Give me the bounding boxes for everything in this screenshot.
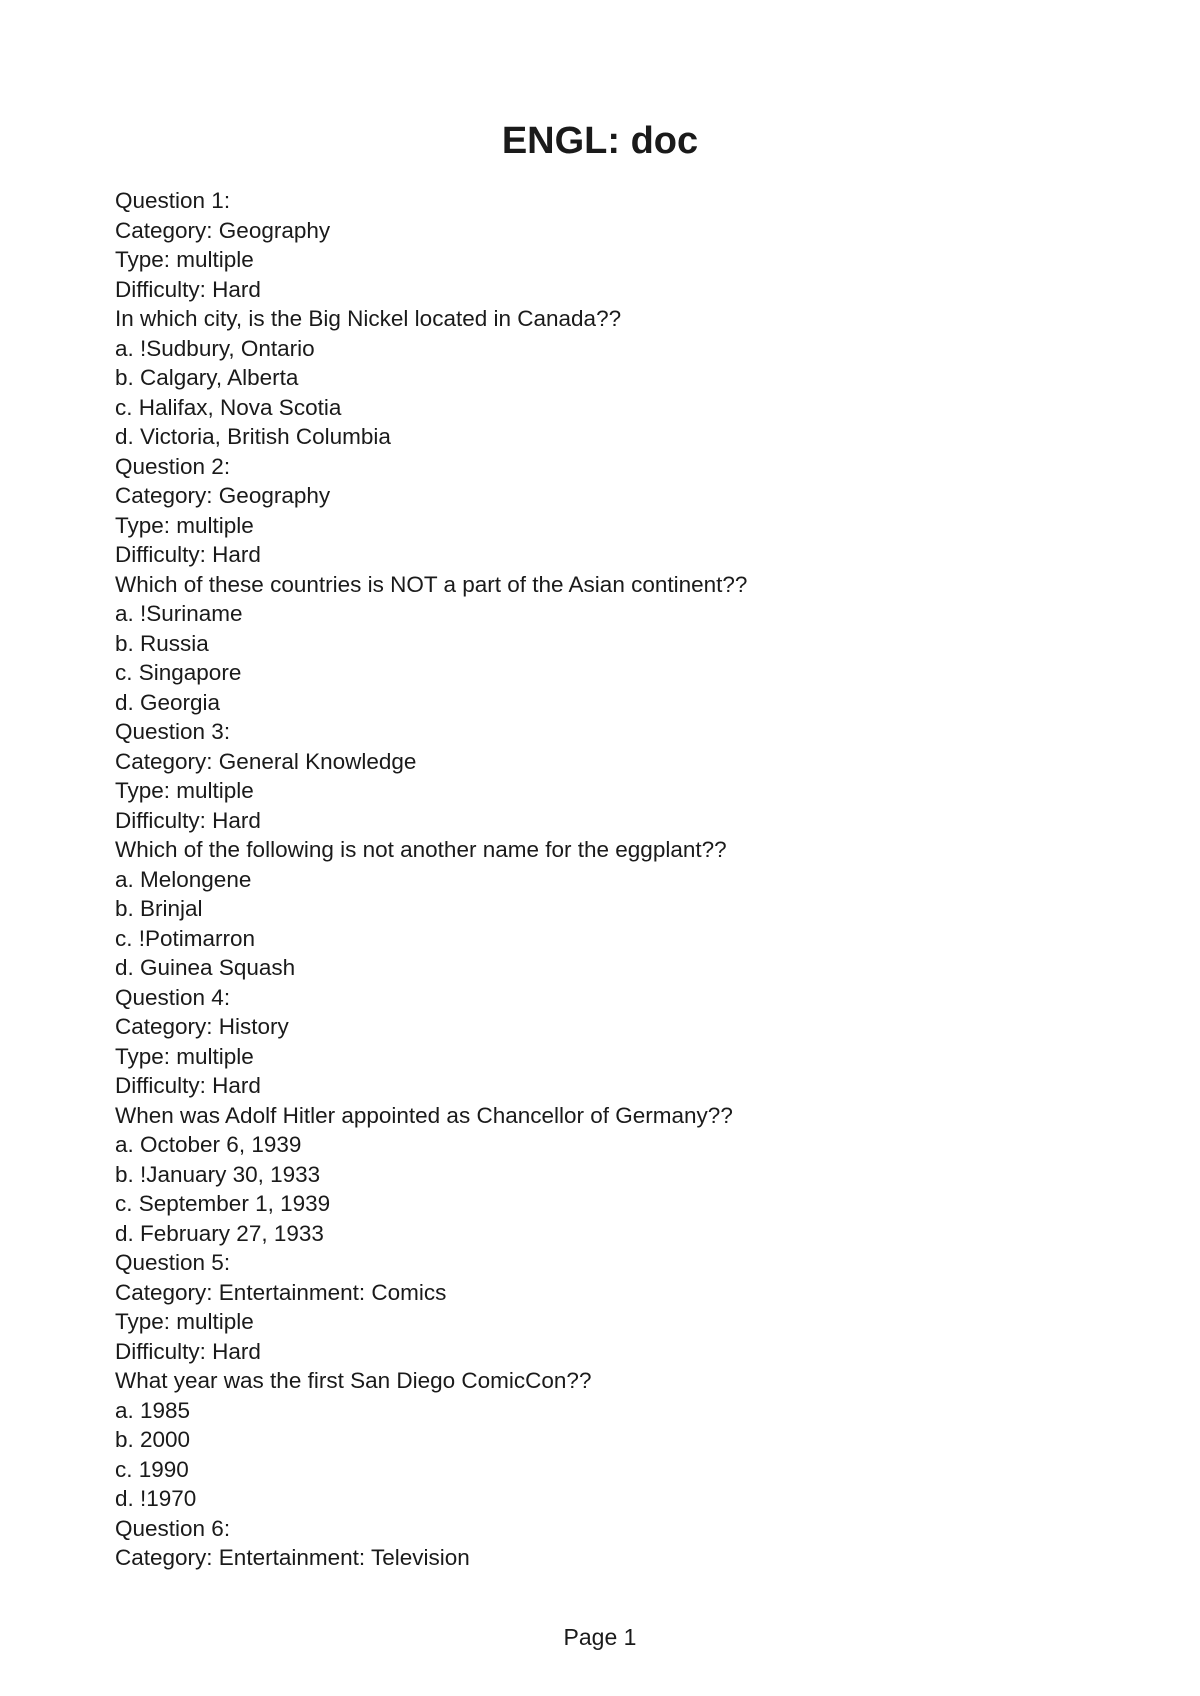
- question-difficulty: Difficulty: Hard: [115, 276, 261, 302]
- question-difficulty: Difficulty: Hard: [115, 1073, 261, 1098]
- question-block: [115, 983, 1115, 1249]
- answer-option: a. !Suriname: [115, 601, 243, 626]
- question-block: [115, 717, 1115, 983]
- question-text: Which of the following is not another name for the eggplant??: [115, 837, 727, 862]
- answer-option: b. Brinjal: [115, 896, 203, 921]
- question-header: Question 2:: [115, 453, 231, 479]
- question-header: Question 4:: [115, 984, 231, 1010]
- question-type: Type: multiple: [115, 1309, 254, 1334]
- question-block: [115, 1514, 1115, 1573]
- question-header: Question 6:: [115, 1515, 231, 1541]
- question-type: Type: multiple: [115, 512, 254, 538]
- answer-option: b. Russia: [115, 630, 209, 656]
- question-category: Category: Entertainment: Comics: [115, 1279, 447, 1305]
- question-text: In which city, is the Big Nickel located in Canada??: [115, 306, 622, 331]
- question-block: [115, 452, 1115, 718]
- question-header: Question 3:: [115, 719, 231, 744]
- answer-option: b. Calgary, Alberta: [115, 365, 299, 390]
- question-block: [115, 186, 1115, 452]
- question-difficulty: Difficulty: Hard: [115, 542, 261, 567]
- answer-option: c. !Potimarron: [115, 925, 256, 951]
- question-type: Type: multiple: [115, 247, 254, 272]
- question-difficulty: Difficulty: Hard: [115, 807, 261, 833]
- question-text: What year was the first San Diego ComicCon??: [115, 1368, 592, 1393]
- question-header: Question 1:: [115, 188, 231, 213]
- question-type: Type: multiple: [115, 1043, 254, 1069]
- question-category: Category: Geography: [115, 217, 331, 243]
- question-header: Question 5:: [115, 1250, 231, 1275]
- question-category: Category: History: [115, 1014, 289, 1039]
- question-difficulty: Difficulty: Hard: [115, 1338, 261, 1364]
- answer-option: d. Georgia: [115, 689, 221, 715]
- question-type: Type: multiple: [115, 778, 254, 803]
- question-list: [115, 186, 1115, 1573]
- document-title: ENGL: doc: [501, 120, 699, 162]
- page-number: Page 1: [563, 1624, 637, 1650]
- answer-option: b. 2000: [115, 1427, 191, 1452]
- question-category: Category: General Knowledge: [115, 748, 417, 774]
- answer-option: a. 1985: [115, 1397, 191, 1423]
- answer-option: b. !January 30, 1933: [115, 1161, 321, 1187]
- answer-option: a. !Sudbury, Ontario: [115, 335, 315, 361]
- question-category: Category: Entertainment: Television: [115, 1545, 470, 1570]
- answer-option: d. Guinea Squash: [115, 955, 296, 980]
- question-block: [115, 1248, 1115, 1514]
- answer-option: d. !1970: [115, 1486, 197, 1511]
- question-text: Which of these countries is NOT a part of the Asian continent??: [115, 571, 748, 597]
- answer-option: a. Melongene: [115, 866, 252, 892]
- answer-option: c. September 1, 1939: [115, 1191, 331, 1216]
- answer-option: c. Halifax, Nova Scotia: [115, 394, 342, 420]
- answer-option: d. Victoria, British Columbia: [115, 424, 391, 449]
- question-category: Category: Geography: [115, 483, 331, 508]
- answer-option: c. Singapore: [115, 660, 242, 685]
- answer-option: c. 1990: [115, 1456, 189, 1482]
- answer-option: a. October 6, 1939: [115, 1132, 302, 1157]
- question-text: When was Adolf Hitler appointed as Chancellor of Germany??: [115, 1102, 733, 1128]
- answer-option: d. February 27, 1933: [115, 1220, 324, 1246]
